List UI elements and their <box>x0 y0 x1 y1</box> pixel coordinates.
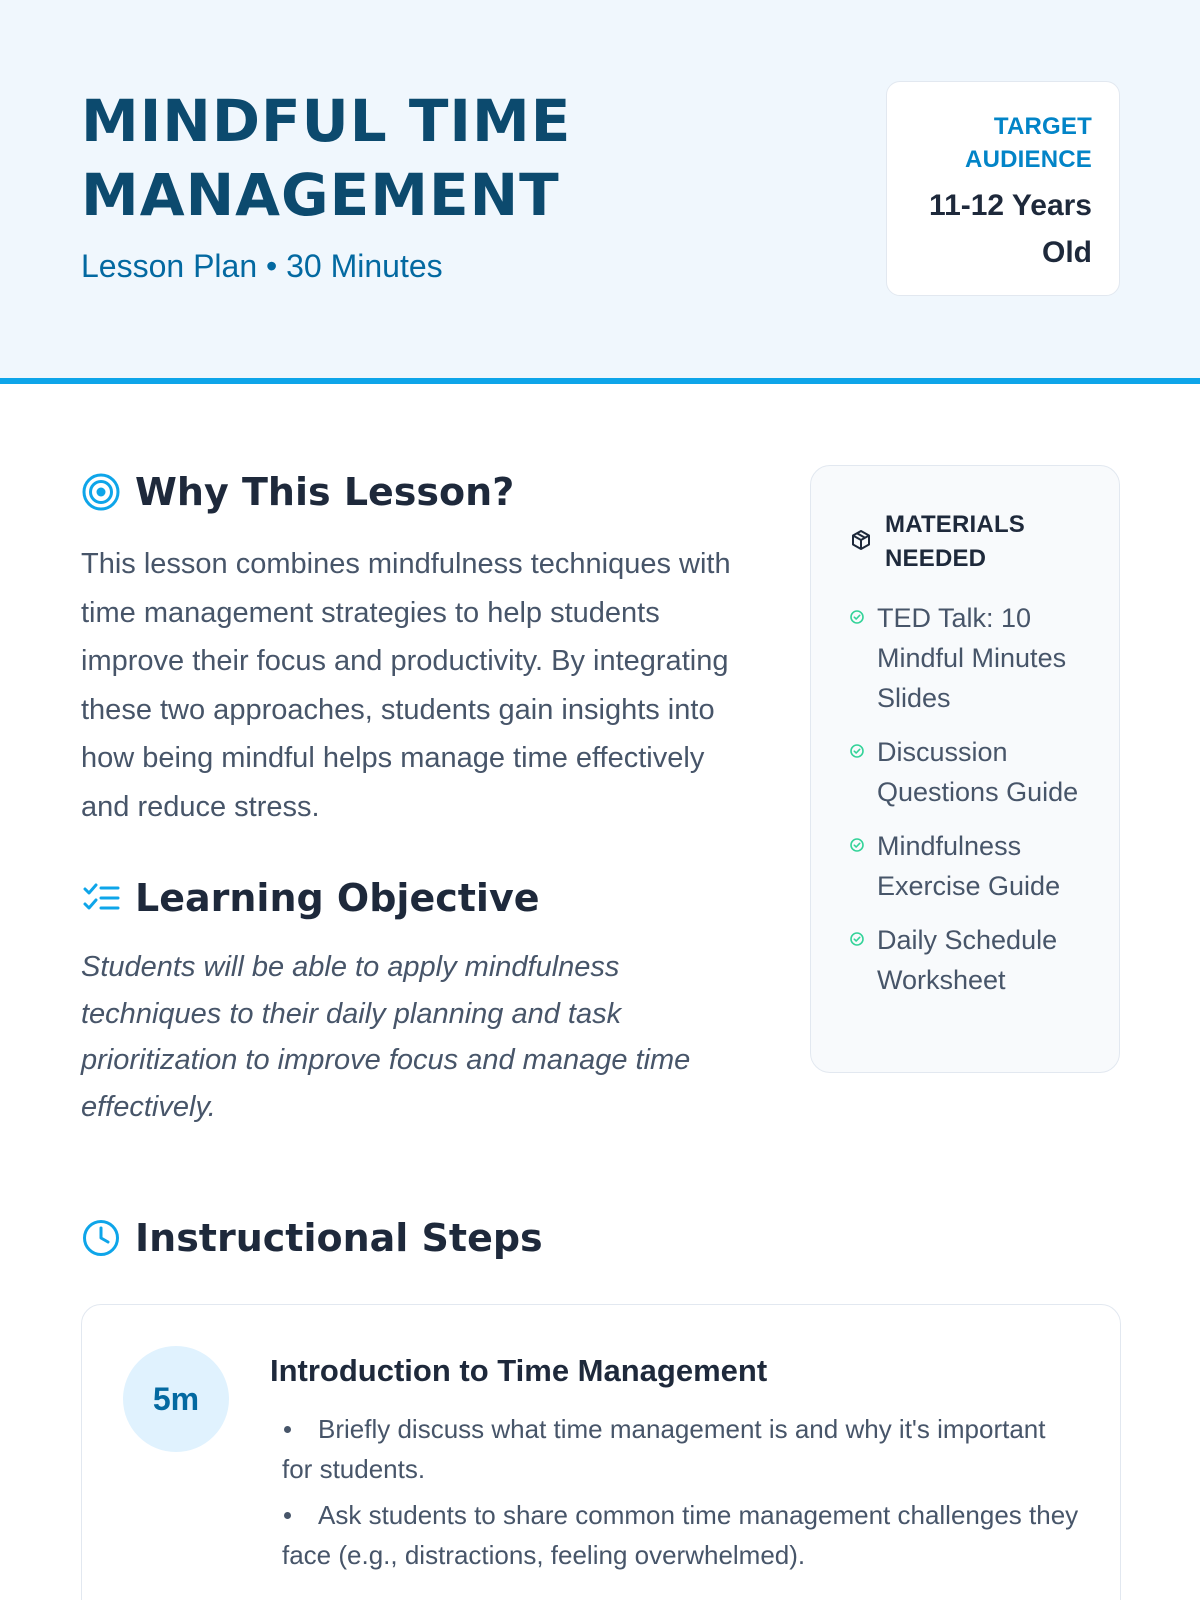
check-circle-icon <box>849 837 865 853</box>
step-card <box>81 1304 1121 1600</box>
list-item <box>282 1409 1082 1489</box>
materials-list <box>849 598 1089 1000</box>
check-circle-icon <box>849 609 865 625</box>
list-item <box>849 598 1089 718</box>
check-circle-icon <box>849 743 865 759</box>
material-label: TED Talk: 10 Mindful Minutes Slides <box>877 603 1067 713</box>
list-item <box>849 826 1089 906</box>
step-bullet-text: Briefly discuss what time management is and why it's important for students. <box>282 1414 1046 1484</box>
steps-section-title: Instructional Steps <box>135 1216 543 1260</box>
bullet-dot <box>284 1426 291 1433</box>
bullet-dot <box>284 1512 291 1519</box>
material-label: Daily Schedule Worksheet <box>877 925 1058 995</box>
material-label: Discussion Questions Guide <box>877 737 1079 807</box>
target-audience-label: TARGET AUDIENCE <box>965 113 1092 173</box>
package-icon <box>849 528 873 552</box>
checklist-icon <box>81 878 121 918</box>
materials-panel <box>810 465 1120 1073</box>
objective-section-header <box>81 876 540 920</box>
target-audience-value: 11-12 Years Old <box>929 189 1092 269</box>
step-duration: 5m <box>152 1380 200 1417</box>
objective-section-title: Learning Objective <box>135 876 540 920</box>
list-item <box>849 920 1089 1000</box>
target-audience-card <box>886 81 1120 296</box>
materials-header <box>849 508 1089 576</box>
target-icon <box>81 472 121 512</box>
steps-section-header <box>81 1216 543 1260</box>
step-duration-badge <box>123 1346 229 1452</box>
lesson-header <box>0 0 1200 384</box>
page-subtitle: Lesson Plan • 30 Minutes <box>81 248 443 284</box>
step-bullet-list <box>282 1409 1082 1581</box>
check-circle-icon <box>849 931 865 947</box>
page-title: MINDFUL TIME MANAGEMENT <box>81 87 572 229</box>
why-section-header <box>81 470 514 514</box>
step-bullet-text: Ask students to share common time management challenges they face (e.g., distractions, feeling overwhelmed). <box>282 1500 1079 1570</box>
material-label: Mindfulness Exercise Guide <box>877 831 1061 901</box>
list-item <box>282 1495 1082 1575</box>
materials-title: MATERIALS NEEDED <box>885 511 1026 572</box>
list-item <box>849 732 1089 812</box>
clock-icon <box>81 1218 121 1258</box>
why-section-title: Why This Lesson? <box>135 470 515 514</box>
step-title: Introduction to Time Management <box>270 1353 768 1388</box>
why-section-body: This lesson combines mindfulness techniques with time management strategies to help students improve their focus and productivity. By integrating these two approaches, students gain insights into how being mindful helps manage time effectively and reduce stress. <box>81 548 731 823</box>
objective-section-body: Students will be able to apply mindfulness techniques to their daily planning and task prioritization to improve focus and manage time effectively. <box>81 951 691 1123</box>
